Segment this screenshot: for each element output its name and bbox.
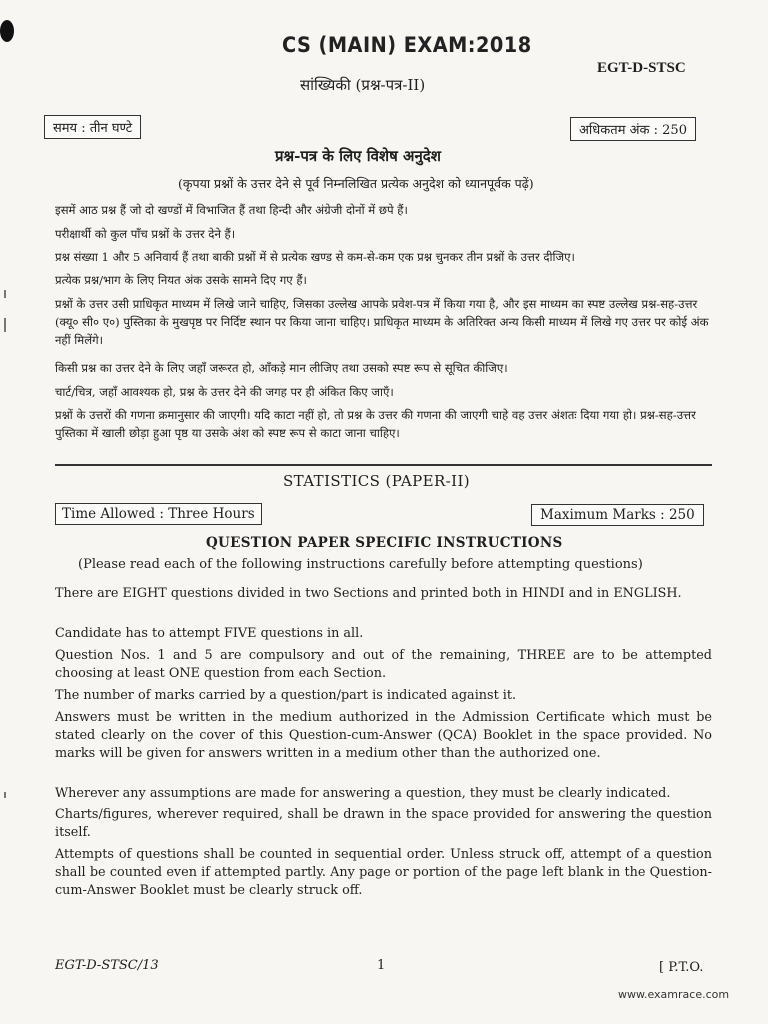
- hindi-instruction-paragraph: परीक्षार्थी को कुल पाँच प्रश्नों के उत्तर देने हैं।: [55, 227, 236, 241]
- english-instruction-paragraph: There are EIGHT questions divided in two Sections and printed both in HINDI and in ENGLISH.: [55, 586, 682, 601]
- english-instruction-paragraph: Attempts of questions shall be counted in sequential order. Unless struck off, attempt of a question shall be counted even if attempted partly. Any page or portion of the page left blank in the Question-cum-Answer Booklet must be clearly struck off.: [55, 847, 712, 898]
- english-subject-title: STATISTICS (PAPER-II): [283, 472, 471, 490]
- watermark-url: www.examrace.com: [618, 988, 730, 1001]
- paper-code: EGT-D-STSC: [597, 60, 686, 76]
- hindi-time-box: समय : तीन घण्टे: [44, 115, 141, 139]
- english-time-box: Time Allowed : Three Hours: [55, 503, 262, 525]
- english-marks-box: Maximum Marks : 250: [531, 504, 704, 526]
- hindi-instruction-paragraph: प्रश्न संख्या 1 और 5 अनिवार्य हैं तथा बाकी प्रश्नों में से प्रत्येक खण्ड से कम-से-कम एक प्रश्न चुनकर तीन प्रश्नों के उत्तर दीजिए।: [55, 250, 575, 264]
- hindi-instruction-paragraph: प्रश्नों के उत्तरों की गणना क्रमानुसार की जाएगी। यदि काटा नहीं हो, तो प्रश्न के उत्तर की गणना की जाएगी चाहे वह उत्तर अंशतः दिया गया हो। प्रश्न-सह-उत्तर पुस्तिका में खाली छोड़ा हुआ पृष्ठ या उसके अंश को स्पष्ट रूप से काटा जाना चाहिए।: [55, 408, 696, 440]
- section-divider: [55, 464, 712, 466]
- english-instructions-heading: QUESTION PAPER SPECIFIC INSTRUCTIONS: [206, 535, 563, 551]
- hindi-instruction-paragraph: चार्ट/चित्र, जहाँ आवश्यक हो, प्रश्न के उत्तर देने की जगह पर ही अंकित किए जाएँ।: [55, 385, 394, 399]
- exam-title: CS (MAIN) EXAM:2018: [282, 33, 532, 57]
- footer-paper-code: EGT-D-STSC/13: [55, 958, 159, 973]
- scan-edge-mark: [4, 290, 6, 298]
- english-instruction-paragraph: Wherever any assumptions are made for answering a question, they must be clearly indicated.: [55, 786, 671, 801]
- scan-edge-mark: [4, 318, 6, 332]
- english-instructions-subheading: (Please read each of the following instructions carefully before attempting questions): [78, 557, 643, 572]
- hindi-instructions-heading: प्रश्न-पत्र के लिए विशेष अनुदेश: [275, 147, 441, 165]
- english-instruction-paragraph: Answers must be written in the medium authorized in the Admission Certificate which must be stated clearly on the cover of this Question-cum-Answer (QCA) Booklet in the space provided. No marks will be given for answers written in a medium other than the authorized one.: [55, 710, 712, 761]
- english-instruction-paragraph: Question Nos. 1 and 5 are compulsory and out of the remaining, THREE are to be attempted choosing at least ONE question from each Section.: [55, 648, 712, 681]
- hindi-instruction-paragraph: किसी प्रश्न का उत्तर देने के लिए जहाँ जरूरत हो, आँकड़े मान लीजिए तथा उसको स्पष्ट रूप से सूचित कीजिए।: [55, 361, 508, 375]
- english-instruction-paragraph: The number of marks carried by a question/part is indicated against it.: [55, 688, 517, 703]
- hindi-instruction-paragraph: प्रश्नों के उत्तर उसी प्राधिकृत माध्यम में लिखे जाने चाहिए, जिसका उल्लेख आपके प्रवेश-पत्र में किया गया है, और इस माध्यम का स्पष्ट उल्लेख प्रश्न-सह-उत्तर (क्यू० सी० ए०) पुस्तिका के मुखपृष्ठ पर निर्दिष्ट स्थान पर किया जाना चाहिए। प्राधिकृत माध्यम के अतिरिक्त अन्य किसी माध्यम में लिखे गए उत्तर पर कोई अंक नहीं मिलेंगे।: [55, 297, 709, 347]
- english-instruction-paragraph: Candidate has to attempt FIVE questions in all.: [55, 626, 364, 641]
- page-number: 1: [377, 958, 386, 973]
- hindi-instruction-paragraph: प्रत्येक प्रश्न/भाग के लिए नियत अंक उसके सामने दिए गए हैं।: [55, 273, 307, 287]
- hindi-subject-title: सांख्यिकी (प्रश्न-पत्र-II): [300, 76, 426, 94]
- hindi-instructions-subheading: (कृपया प्रश्नों के उत्तर देने से पूर्व निम्नलिखित प्रत्येक अनुदेश को ध्यानपूर्वक पढ़ें): [178, 176, 534, 191]
- hindi-marks-box: अधिकतम अंक : 250: [570, 117, 696, 141]
- pto-marker: [ P.T.O.: [659, 960, 704, 975]
- binder-hole-mark: [0, 20, 14, 42]
- hindi-instruction-paragraph: इसमें आठ प्रश्न हैं जो दो खण्डों में विभाजित हैं तथा हिन्दी और अंग्रेजी दोनों में छपे हैं।: [55, 203, 408, 217]
- scan-edge-mark: [4, 792, 6, 798]
- english-instruction-paragraph: Charts/figures, wherever required, shall be drawn in the space provided for answering the question itself.: [55, 807, 712, 840]
